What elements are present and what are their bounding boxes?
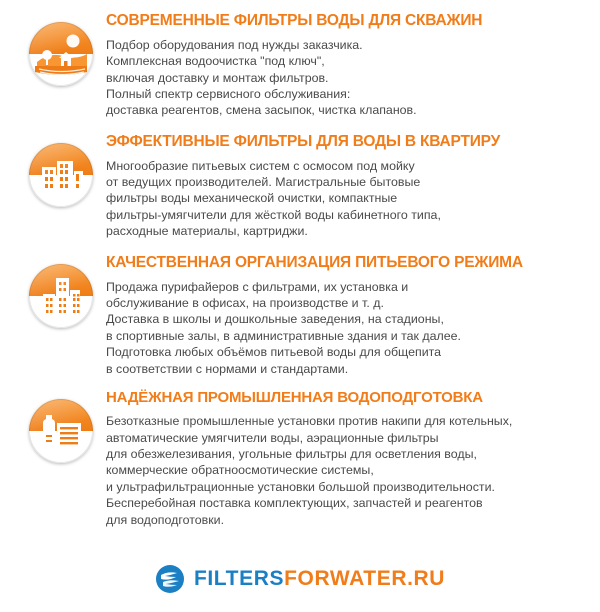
icon-column <box>18 133 104 207</box>
body-line: Доставка в школы и дошкольные заведения, на стадионы, <box>106 312 444 327</box>
text-column <box>104 133 586 240</box>
body-line: Полный спектр сервисного обслуживания: <box>106 87 351 102</box>
body-line: Комплексная водоочистка "под ключ", <box>106 54 325 69</box>
text-column <box>104 12 586 119</box>
body-line: Многообразие питьевых систем с осмосом под мойку <box>106 158 415 173</box>
icon-column <box>18 12 104 86</box>
body-line: для обезжелезивания, угольные фильтры для осветления воды, <box>106 447 477 461</box>
section-body <box>106 37 586 119</box>
body-line: включая доставку и монтаж фильтров. <box>106 70 329 85</box>
office-towers-icon <box>29 264 93 328</box>
icon-column <box>18 389 104 463</box>
body-line: доставка реагентов, смена засыпок, чистка клапанов. <box>106 103 417 118</box>
body-line: Безотказные промышленные установки против накипи для котельных, <box>106 414 513 429</box>
body-line: Подготовка любых объёмов питьевой воды для общепита <box>106 345 442 360</box>
section-body <box>106 279 586 377</box>
water-swirl-logo-icon <box>155 564 185 594</box>
section-title: НАДЁЖНАЯ ПРОМЫШЛЕННАЯ ВОДОПОДГОТОВКА <box>106 388 483 406</box>
body-line: в спортивные залы, в административные здания и так далее. <box>106 328 461 343</box>
body-line: коммерческие обратноосмотические системы, <box>106 463 374 478</box>
site-logo[interactable] <box>0 564 600 594</box>
promo-page <box>0 12 600 612</box>
section-apartment-filters <box>0 133 600 240</box>
brand-second: FORWATER.RU <box>284 567 446 590</box>
section-title: ЭФФЕКТИВНЫЕ ФИЛЬТРЫ ДЛЯ ВОДЫ В КВАРТИРУ <box>106 132 501 150</box>
section-drinking-regime <box>0 254 600 377</box>
logo-wordmark <box>194 567 445 591</box>
body-line: для водоподготовки. <box>106 512 225 527</box>
section-title: КАЧЕСТВЕННАЯ ОРГАНИЗАЦИЯ ПИТЬЕВОГО РЕЖИМА <box>106 253 523 271</box>
body-line: фильтры воды механической очистки, компактные <box>106 191 398 206</box>
body-line: автоматические умягчители воды, аэрационные фильтры <box>106 430 439 445</box>
section-body <box>106 158 586 240</box>
section-industrial-treatment <box>0 389 600 528</box>
body-line: обслуживание в офисах, на производстве и т. д. <box>106 295 384 310</box>
body-line: Продажа пурифайеров с фильтрами, их установка и <box>106 279 409 294</box>
icon-column <box>18 254 104 328</box>
field-landscape-icon <box>29 22 93 86</box>
text-column <box>104 254 586 377</box>
body-line: от ведущих производителей. Магистральные бытовые <box>106 175 421 190</box>
brand-first: FILTERS <box>193 567 285 590</box>
section-body <box>106 413 586 528</box>
body-line: и ультрафильтрационные установки большой производительности. <box>106 479 495 494</box>
body-line: расходные материалы, картриджи. <box>106 224 308 239</box>
body-line: Подбор оборудования под нужды заказчика. <box>106 37 363 52</box>
body-line: фильтры-умягчители для жёсткой воды кабинетного типа, <box>106 207 441 222</box>
industrial-equipment-icon <box>29 399 93 463</box>
body-line: Бесперебойная поставка комплектующих, запчастей и реагентов <box>106 496 483 511</box>
body-line: в соответствии с нормами и стандартами. <box>106 361 349 376</box>
text-column <box>104 389 586 528</box>
section-title: СОВРЕМЕННЫЕ ФИЛЬТРЫ ВОДЫ ДЛЯ СКВАЖИН <box>106 12 483 29</box>
apartment-building-icon <box>29 143 93 207</box>
section-wells-filters <box>0 12 600 119</box>
